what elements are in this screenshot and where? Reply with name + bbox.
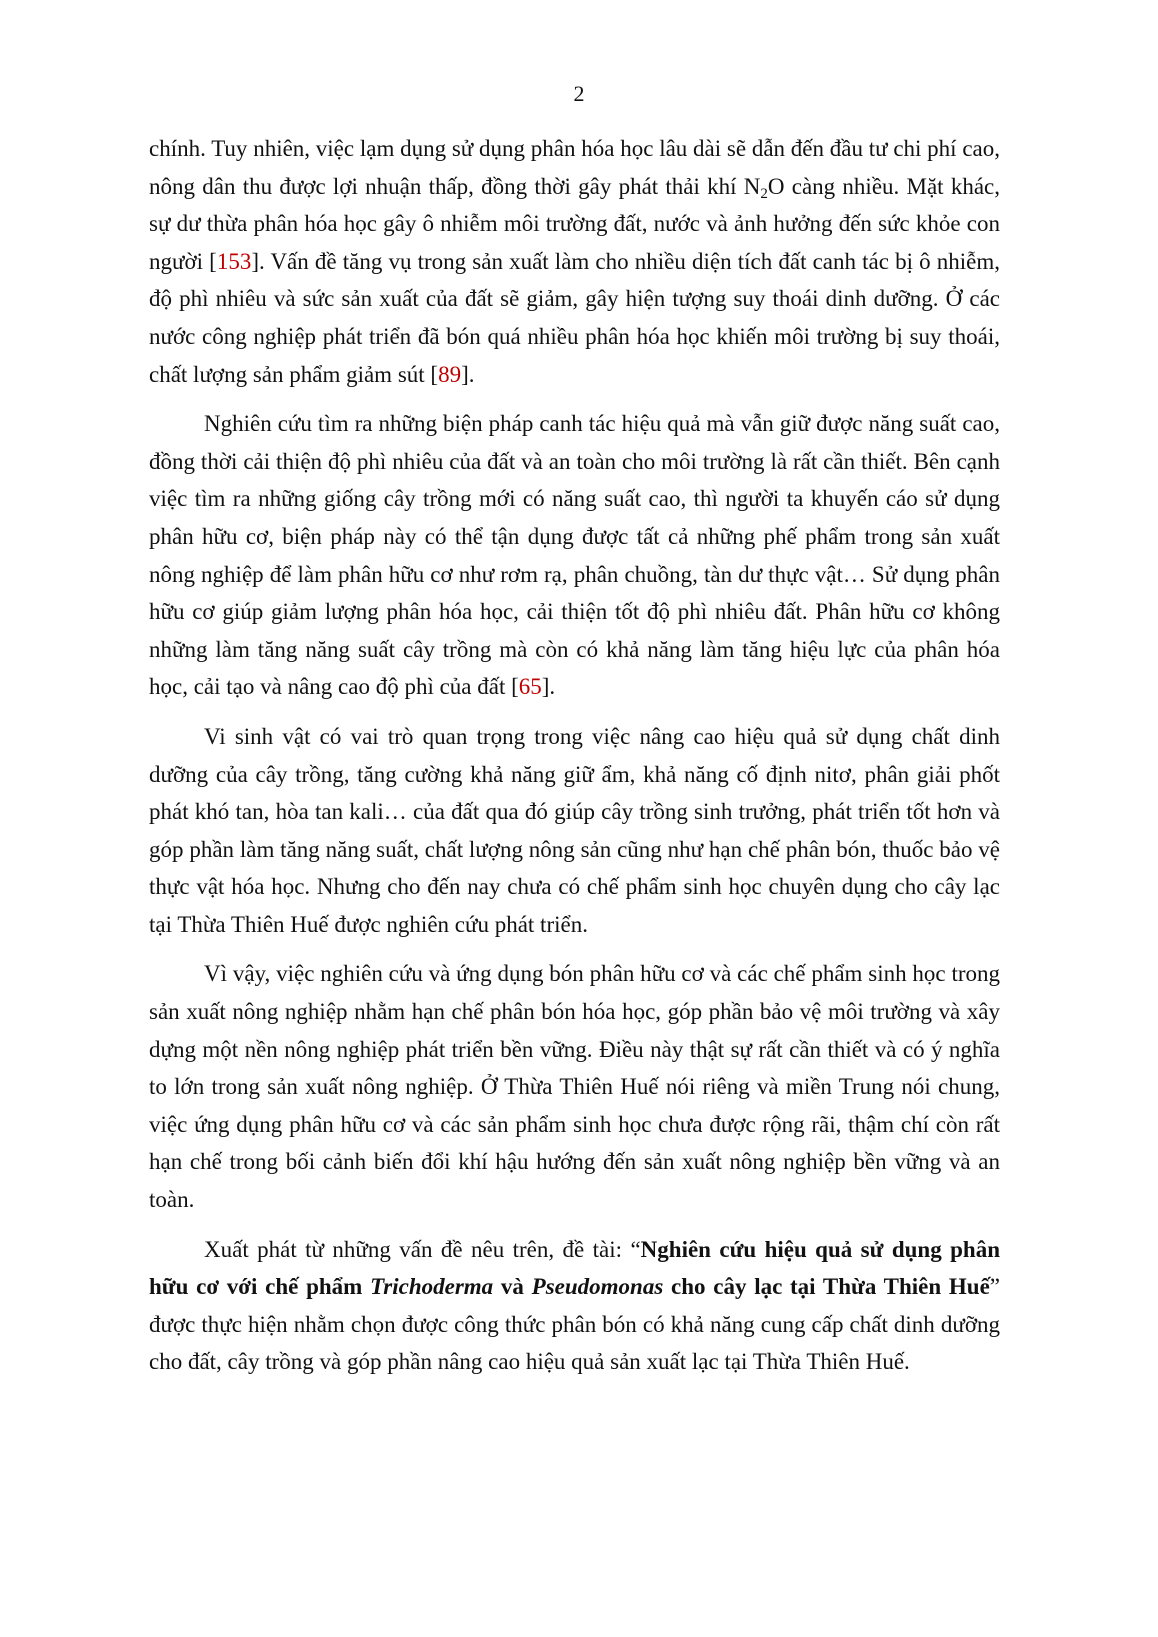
thesis-title-pseudomonas: Pseudomonas <box>531 1274 664 1300</box>
thesis-title-part-3: cho cây lạc tại Thừa Thiên Huế <box>663 1274 990 1300</box>
paragraph-1-text-d: ]. <box>461 361 475 387</box>
paragraph-5-text-a: Xuất phát từ những vấn đề nêu trên, đề tài: “ <box>204 1236 641 1262</box>
citation-89[interactable]: 89 <box>438 361 462 387</box>
paragraph-1-text-a: chính. Tuy nhiên, việc lạm dụng sử dụng phân hóa học lâu dài sẽ dẫn đến đầu tư chi phí cao, nông dân thu được lợi nhuận thấp, đồng thời gây phát thải khí N <box>149 136 1000 199</box>
paragraph-1 <box>149 130 1000 393</box>
citation-153[interactable]: 153 <box>216 248 252 274</box>
paragraph-2-text-a: Nghiên cứu tìm ra những biện pháp canh tác hiệu quả mà vẫn giữ được năng suất cao, đồng thời cải thiện độ phì nhiêu của đất và an toàn cho môi trường là rất cần thiết. Bên cạnh việc tìm ra những giống cây trồng mới có năng suất cao, thì người ta khuyến cáo sử dụng phân hữu cơ, biện pháp này có thể tận dụng được tất cả những phế phẩm trong sản xuất nông nghiệp để làm phân hữu cơ như rơm rạ, phân chuồng, tàn dư thực vật… Sử dụng phân hữu cơ giúp giảm lượng phân hóa học, cải thiện tốt độ phì nhiêu đất. Phân hữu cơ không những làm tăng năng suất cây trồng mà còn có khả năng làm tăng hiệu lực của phân hóa học, cải tạo và nâng cao độ phì của đất [ <box>149 411 1000 700</box>
document-body <box>149 130 1000 1393</box>
paragraph-1-text-c: ]. Vấn đề tăng vụ trong sản xuất làm cho nhiều diện tích đất canh tác bị ô nhiễm, độ phì nhiêu và sức sản xuất của đất sẽ giảm, gây hiện tượng suy thoái dinh dưỡng. Ở các nước công nghiệp phát triển đã bón quá nhiều phân hóa học khiến môi trường bị suy thoái, chất lượng sản phẩm giảm sút [ <box>149 248 1000 387</box>
paragraph-1-text-b: O càng nhiều. Mặt khác, sự dư thừa phân hóa học gây ô nhiễm môi trường đất, nước và ảnh hưởng đến sức khỏe con người [ <box>149 173 1000 274</box>
paragraph-3: Vi sinh vật có vai trò quan trọng trong việc nâng cao hiệu quả sử dụng chất dinh dưỡng của cây trồng, tăng cường khả năng giữ ẩm, khả năng cố định nitơ, phân giải phốt phát khó tan, hòa tan kali… của đất qua đó giúp cây trồng sinh trưởng, phát triển tốt hơn và góp phần làm tăng năng suất, chất lượng nông sản cũng như hạn chế phân bón, thuốc bảo vệ thực vật hóa học. Nhưng cho đến nay chưa có chế phẩm sinh học chuyên dụng cho cây lạc tại Thừa Thiên Huế được nghiên cứu phát triển. <box>149 723 1000 937</box>
paragraph-2 <box>149 405 1000 706</box>
paragraph-5-text-b: ” được thực hiện nhằm chọn được công thức phân bón có khả năng cung cấp chất dinh dưỡng cho đất, cây trồng và góp phần nâng cao hiệu quả sản xuất lạc tại Thừa Thiên Huế. <box>149 1274 1001 1375</box>
page-number: 2 <box>573 81 585 106</box>
subscript-2: 2 <box>760 185 768 202</box>
paragraph-5 <box>149 1231 1000 1381</box>
thesis-title-part-2: và <box>493 1274 532 1300</box>
paragraph-4: Vì vậy, việc nghiên cứu và ứng dụng bón phân hữu cơ và các chế phẩm sinh học trong sản xuất nông nghiệp nhằm hạn chế phân bón hóa học, góp phần bảo vệ môi trường và xây dựng một nền nông nghiệp phát triển bền vững. Điều này thật sự rất cần thiết và có ý nghĩa to lớn trong sản xuất nông nghiệp. Ở Thừa Thiên Huế nói riêng và miền Trung nói chung, việc ứng dụng phân hữu cơ và các sản phẩm sinh học chưa được rộng rãi, thậm chí còn rất hạn chế trong bối cảnh biến đổi khí hậu hướng đến sản xuất nông nghiệp bền vững và an toàn. <box>149 961 1000 1213</box>
paragraph-2-text-b: ]. <box>541 674 556 700</box>
thesis-title-part-1: Nghiên cứu hiệu quả sử dụng phân hữu cơ với chế phẩm <box>149 1236 1000 1300</box>
citation-65[interactable]: 65 <box>518 674 542 700</box>
thesis-title-trichoderma: Trichoderma <box>370 1274 494 1300</box>
